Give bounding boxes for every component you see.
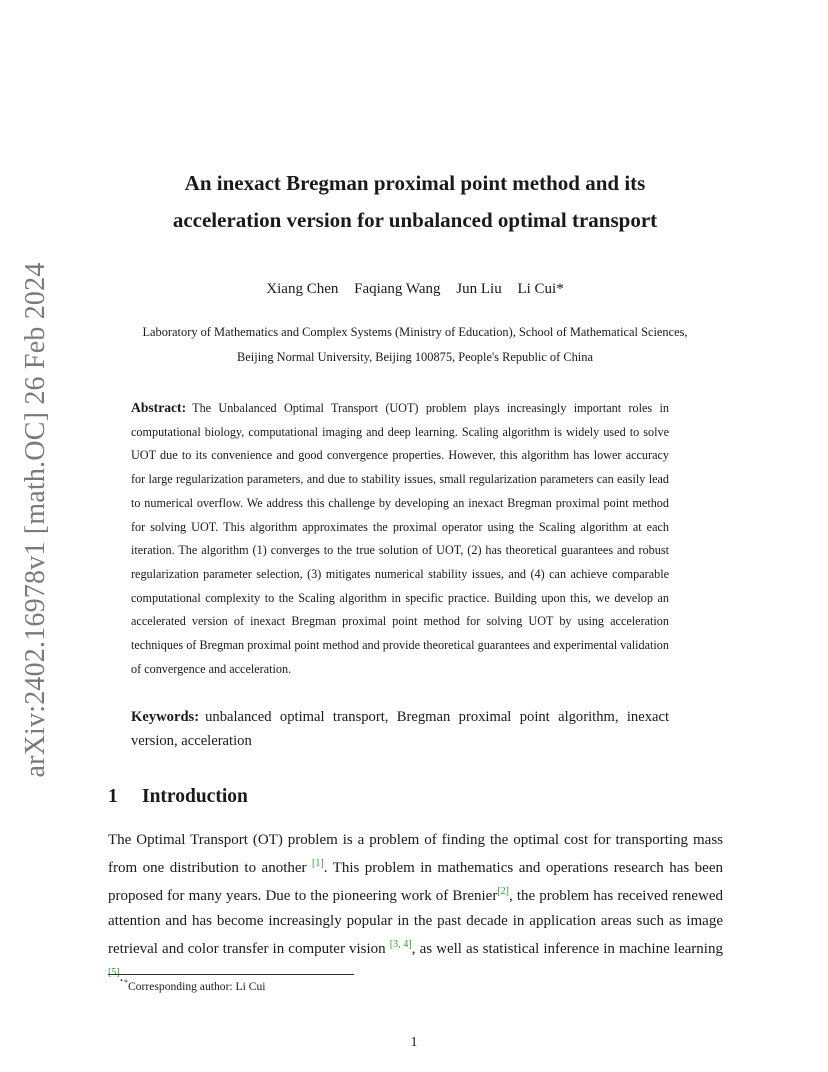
footnote bbox=[124, 978, 266, 993]
intro-text: , the problem has received renewed attention and has become increasingly popular in the past decade in application areas such as image retrieval and color transfer in computer vision bbox=[108, 888, 723, 957]
abstract-text: The Unbalanced Optimal Transport (UOT) problem plays increasingly important roles in computational biology, computational imaging and deep learning. Scaling algorithm is widely used to solve UOT due to its convenience and good convergence properties. However, this algorithm has lower accuracy for large regularization parameters, and due to stability issues, small regularization parameters can easily lead to numerical overflow. We address this challenge by developing an inexact Bregman proximal point method for solving UOT. This algorithm approximates the proximal operator using the Scaling algorithm at each iteration. The algorithm (1) converges to the true solution of UOT, (2) has theoretical guarantees and robust regularization parameter selection, (3) mitigates numerical stability issues, and (4) can achieve comparable computational complexity to the Scaling algorithm in specific practice. Building upon this, we develop an accelerated version of inexact Bregman proximal point method for solving UOT by using acceleration techniques of Bregman proximal point method and provide theoretical guarantees and experimental validation of convergence and acceleration. bbox=[131, 401, 669, 676]
footnote-divider bbox=[108, 974, 354, 975]
arxiv-identifier-text: arXiv:2402.16978v1 [math.OC] 26 Feb 2024 bbox=[20, 262, 51, 778]
intro-text: The Optimal Transport (OT) problem is a problem of finding the optimal cost for transporting mass from one distribution to another bbox=[108, 832, 723, 877]
affiliation-line-1: Laboratory of Mathematics and Complex Systems (Ministry of Education), School of Mathematical Sciences, bbox=[142, 325, 688, 339]
section-heading bbox=[108, 786, 248, 808]
section-title: Introduction bbox=[142, 786, 248, 807]
title-line-2: acceleration version for unbalanced optimal transport bbox=[172, 208, 658, 232]
abstract-label: Abstract: bbox=[131, 400, 187, 415]
intro-text: . bbox=[119, 969, 124, 986]
keywords-block bbox=[131, 705, 669, 753]
page-number: 1 bbox=[410, 1035, 418, 1050]
author-name: Xiang Chen bbox=[266, 281, 339, 297]
abstract-block bbox=[131, 396, 669, 681]
paper-title bbox=[90, 165, 740, 239]
title-line-1: An inexact Bregman proximal point method and its bbox=[184, 171, 646, 195]
keywords-label: Keywords: bbox=[131, 709, 200, 725]
author-name: Faqiang Wang bbox=[354, 281, 441, 297]
introduction-paragraph bbox=[108, 828, 723, 989]
footnote-text: Corresponding author: Li Cui bbox=[128, 979, 266, 993]
citation-link[interactable]: [2] bbox=[497, 886, 509, 898]
intro-text: , as well as statistical inference in machine learning bbox=[411, 940, 723, 957]
intro-text: . This problem in mathematics and operations research has been proposed for many years. Due to the pioneering work of Brenier bbox=[108, 860, 723, 905]
affiliation bbox=[90, 320, 740, 370]
section-number: 1 bbox=[108, 786, 118, 807]
citation-link[interactable]: [1] bbox=[312, 858, 324, 870]
citation-link[interactable]: [3, 4] bbox=[389, 938, 412, 950]
author-name: Jun Liu bbox=[456, 281, 502, 297]
author-list bbox=[90, 281, 740, 298]
keywords-text: unbalanced optimal transport, Bregman proximal point algorithm, inexact version, acceleration bbox=[131, 709, 669, 749]
citation-link[interactable]: [5] bbox=[108, 967, 120, 979]
author-name: Li Cui* bbox=[517, 281, 564, 297]
footnote-mark: * bbox=[124, 978, 128, 987]
affiliation-line-2: Beijing Normal University, Beijing 100875, People's Republic of China bbox=[237, 350, 593, 364]
